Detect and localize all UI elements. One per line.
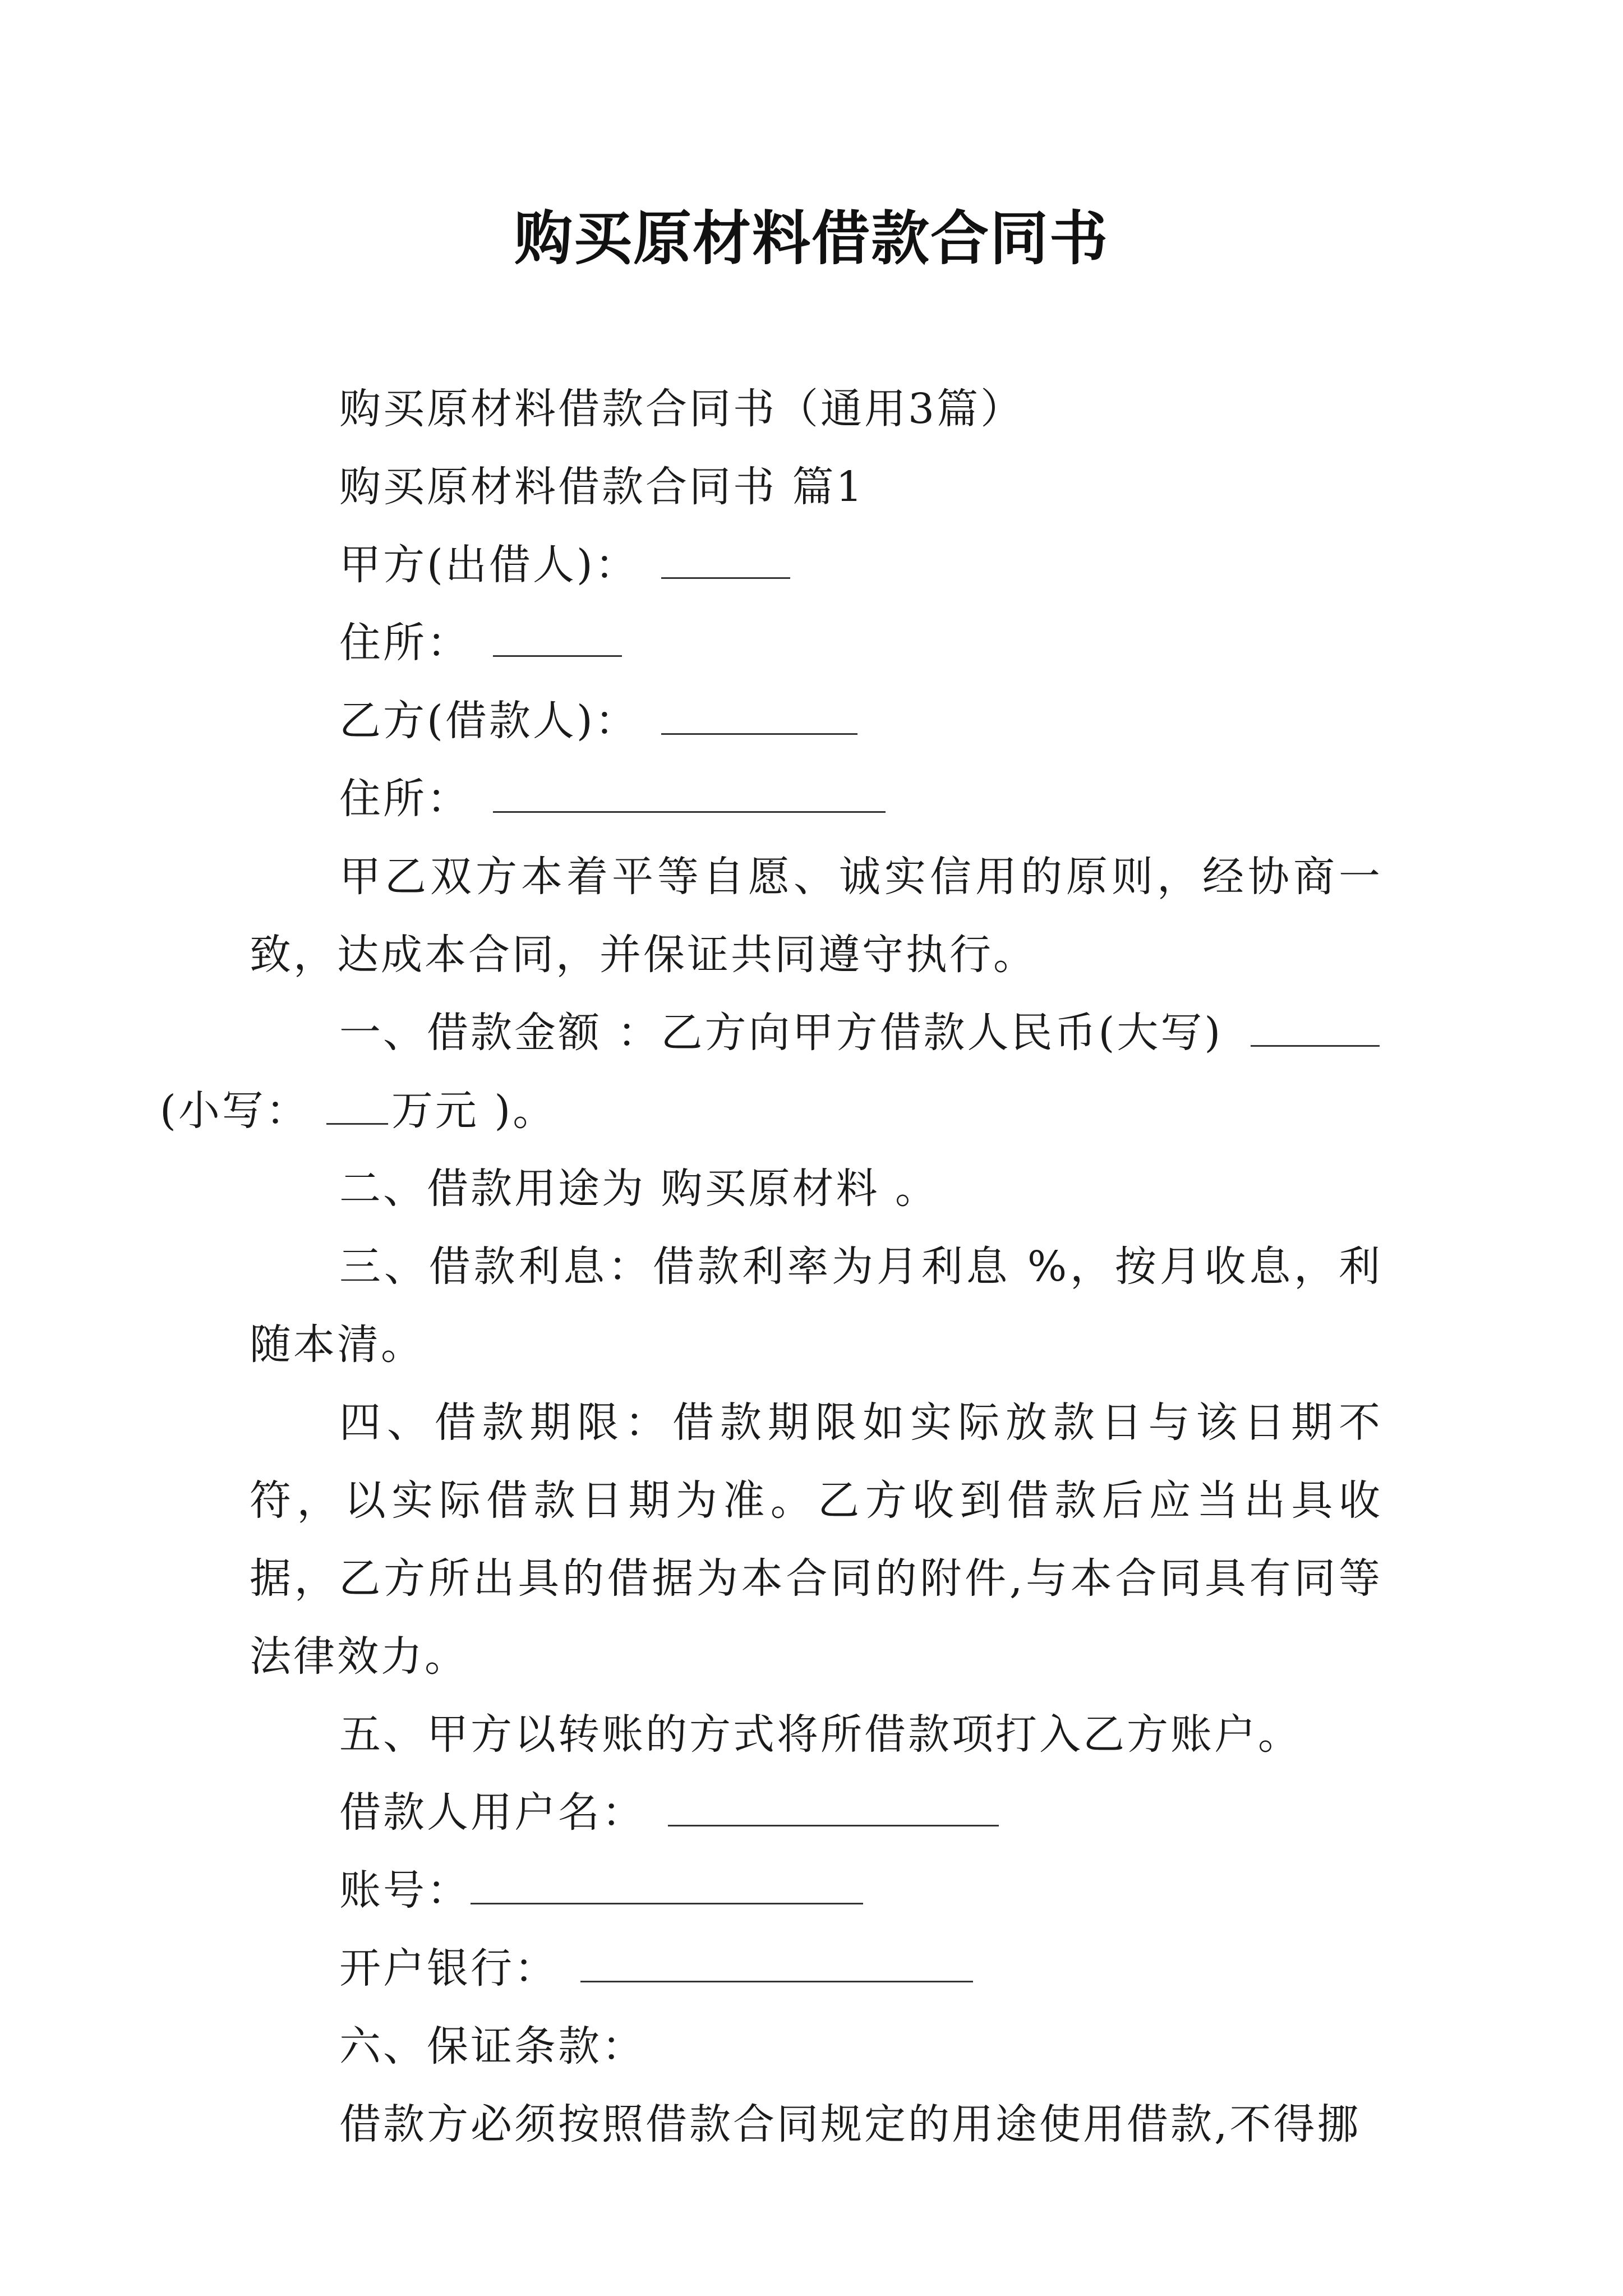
clause-2: 二、借款用途为 购买原材料 。 xyxy=(339,1165,939,1213)
bank-line xyxy=(250,1930,1382,2008)
document-body xyxy=(160,370,1382,2164)
amount-uppercase-blank xyxy=(1251,1001,1380,1047)
party-a-address-line xyxy=(250,604,1382,682)
document-title: 购买原材料借款合同书 xyxy=(514,204,1109,273)
intro-paragraph: 甲乙双方本着平等自愿、诚实信用的原则，经协商一致，达成本合同，并保证共同遵守执行。 xyxy=(250,853,1382,979)
party-a-blank xyxy=(661,533,790,579)
party-b-blank xyxy=(661,689,857,735)
account-number-line xyxy=(250,1852,1382,1930)
bank-blank xyxy=(580,1937,973,1982)
amount-lowercase-blank xyxy=(326,1079,388,1125)
clause-6-text: 借款方必须按照借款合同规定的用途使用借款,不得挪 xyxy=(339,2100,1361,2148)
bank-label: 开户银行： xyxy=(339,1944,558,1993)
account-name-line xyxy=(250,1774,1382,1852)
party-b-line xyxy=(250,682,1382,760)
clause-1-small-label: (小写： xyxy=(160,1087,310,1135)
clause-1 xyxy=(160,994,1382,1150)
clause-3: 三、借款利息：借款利率为月利息 %，按月收息，利随本清。 xyxy=(250,1243,1382,1369)
document-subtitle: 购买原材料借款合同书（通用3篇） xyxy=(339,385,1025,433)
account-name-label: 借款人用户名： xyxy=(339,1788,645,1837)
party-b-address-blank xyxy=(493,767,886,813)
party-b-label: 乙方(借款人)： xyxy=(339,697,639,745)
party-a-label: 甲方(出借人)： xyxy=(339,541,639,589)
clause-1-small-suffix: 万元 )。 xyxy=(391,1087,557,1135)
party-a-line xyxy=(250,526,1382,604)
clause-4: 四、借款期限：借款期限如实际放款日与该日期不符，以实际借款日期为准。乙方收到借款后应当出具收据，乙方所出具的借据为本合同的附件,与本合同具有同等法律效力。 xyxy=(250,1398,1382,1681)
section-heading: 购买原材料借款合同书 篇1 xyxy=(339,463,865,511)
party-a-address-label: 住所： xyxy=(339,619,471,667)
account-number-blank xyxy=(471,1859,863,1904)
account-name-blank xyxy=(668,1781,999,1826)
party-b-address-line xyxy=(250,760,1382,838)
party-b-address-label: 住所： xyxy=(339,775,471,823)
clause-6-heading: 六、保证条款： xyxy=(339,2022,645,2070)
party-a-address-blank xyxy=(493,611,622,657)
clause-5: 五、甲方以转账的方式将所借款项打入乙方账户。 xyxy=(339,1710,1302,1759)
account-number-label: 账号： xyxy=(339,1866,471,1915)
clause-1-text: 一、借款金额 ：乙方向甲方借款人民币(大写) xyxy=(339,1009,1223,1057)
